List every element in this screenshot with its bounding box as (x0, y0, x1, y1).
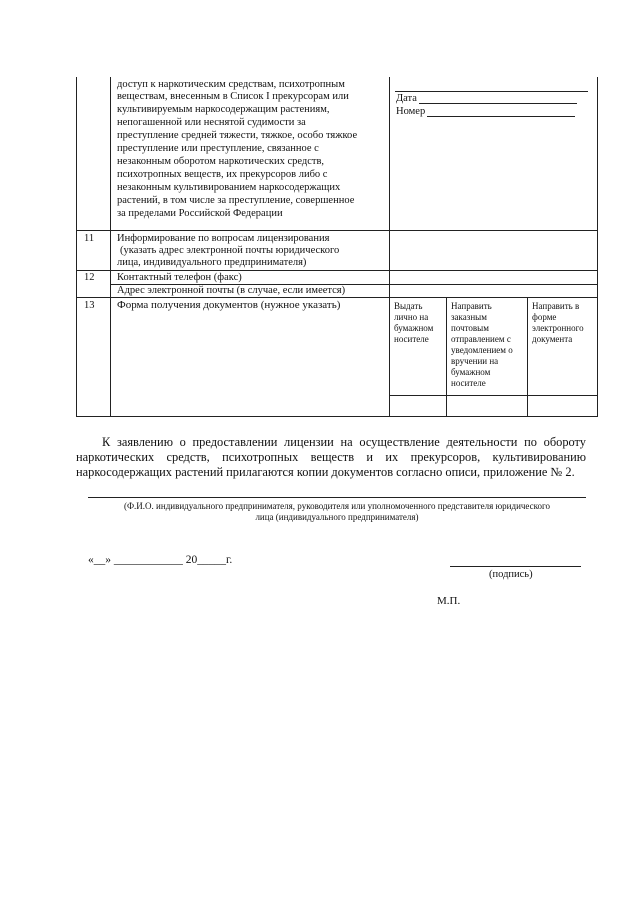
date-label: Дата (396, 93, 417, 104)
row13-number: 13 (84, 300, 95, 311)
row13-label: Форма получения документов (нужное указать) (117, 299, 341, 311)
row12-phone-label: Контактный телефон (факс) (117, 272, 242, 283)
option-line: отправлением с (451, 334, 511, 344)
signatory-caption: лица (индивидуального предпринимателя) (255, 512, 419, 522)
option-electronic-checkbox-cell[interactable] (528, 396, 596, 415)
option-line: бумажном (451, 367, 491, 377)
paragraph-line: наркосодержащих растений прилагаются копии документов согласно описи, приложение № 2. (76, 465, 575, 479)
row12-email-label: Адрес электронной почты (в случае, если имеется) (117, 285, 346, 296)
option-line: лично на (394, 312, 429, 322)
row11-line: Информирование по вопросам лицензирования (117, 233, 330, 244)
table-number-column-border (110, 77, 111, 417)
date-line[interactable] (88, 555, 232, 566)
date-day[interactable]: «__» (88, 554, 111, 566)
option-pickup-checkbox-cell[interactable] (390, 396, 445, 415)
seal-label: М.П. (437, 595, 461, 607)
continuation-line: преступление средней тяжести, тяжкое, особо тяжкое (117, 130, 358, 141)
option-line: бумажном (394, 323, 434, 333)
option-line: Направить в (532, 301, 580, 311)
number-field[interactable] (427, 116, 575, 117)
row12-email-field[interactable] (390, 285, 596, 296)
paragraph-line: наркотических средств, психотропных веществ и их прекурсоров, культивированию (76, 450, 586, 464)
option-line: уведомлением о (451, 345, 513, 355)
date-month[interactable]: ____________ (113, 554, 183, 566)
date-field[interactable] (419, 103, 577, 104)
signature-caption: (подпись) (489, 569, 533, 580)
option-line: носителе (394, 334, 429, 344)
continuation-blank-line[interactable] (395, 91, 588, 92)
table-right-border (597, 77, 598, 417)
paragraph-line: К заявлению о предоставлении лицензии на осуществление деятельности по обороту (102, 435, 586, 449)
signature-field[interactable] (450, 566, 581, 567)
continuation-line: растений, в том числе за преступление, совершенное (117, 195, 355, 206)
option-line: заказным (451, 312, 487, 322)
continuation-line: за пределами Российской Федерации (117, 208, 283, 219)
option-line: Направить (451, 301, 492, 311)
continuation-line: доступ к наркотическим средствам, психотропным (117, 79, 345, 90)
continuation-line: преступление или преступление, связанное с (117, 143, 319, 154)
option-line: электронного (532, 323, 584, 333)
option-line: Выдать (394, 301, 423, 311)
row12-phone-field[interactable] (390, 271, 596, 283)
signatory-name-field[interactable] (88, 497, 586, 498)
signatory-caption: (Ф.И.О. индивидуального предпринимателя, руководителя или уполномоченного представителя юридического (123, 501, 551, 511)
continuation-line: непогашенной или неснятой судимости за (117, 117, 306, 128)
option-line: носителе (451, 378, 486, 388)
table-bottom-border (76, 416, 598, 417)
row11-line: (указать адрес электронной почты юридического (120, 245, 340, 256)
table-left-border (76, 77, 77, 417)
continuation-line: незаконным оборотом наркотических средств, (117, 156, 325, 167)
row13-top-border (76, 297, 598, 298)
continuation-line: веществам, внесенным в Список I прекурсорам или (117, 91, 349, 102)
option-mail-checkbox-cell[interactable] (447, 396, 526, 415)
date-year[interactable]: _____ (197, 554, 226, 566)
option-line: вручении на (451, 356, 499, 366)
continuation-line: незаконным культивированием наркосодержащих (117, 182, 341, 193)
option-line: документа (532, 334, 573, 344)
option-line: форме (532, 312, 557, 322)
continuation-line: психотропных веществ, их прекурсоров либо с (117, 169, 328, 180)
row11-number: 11 (84, 233, 95, 244)
date-year-prefix: 20 (185, 554, 198, 566)
number-label: Номер (396, 106, 426, 117)
row11-email-field[interactable] (390, 231, 596, 269)
row12-number: 12 (84, 272, 95, 283)
row11-line: лица, индивидуального предпринимателя) (117, 257, 307, 268)
date-year-suffix: г. (226, 554, 233, 566)
continuation-line: культивируемым наркосодержащим растениям, (117, 104, 330, 115)
option-line: почтовым (451, 323, 489, 333)
